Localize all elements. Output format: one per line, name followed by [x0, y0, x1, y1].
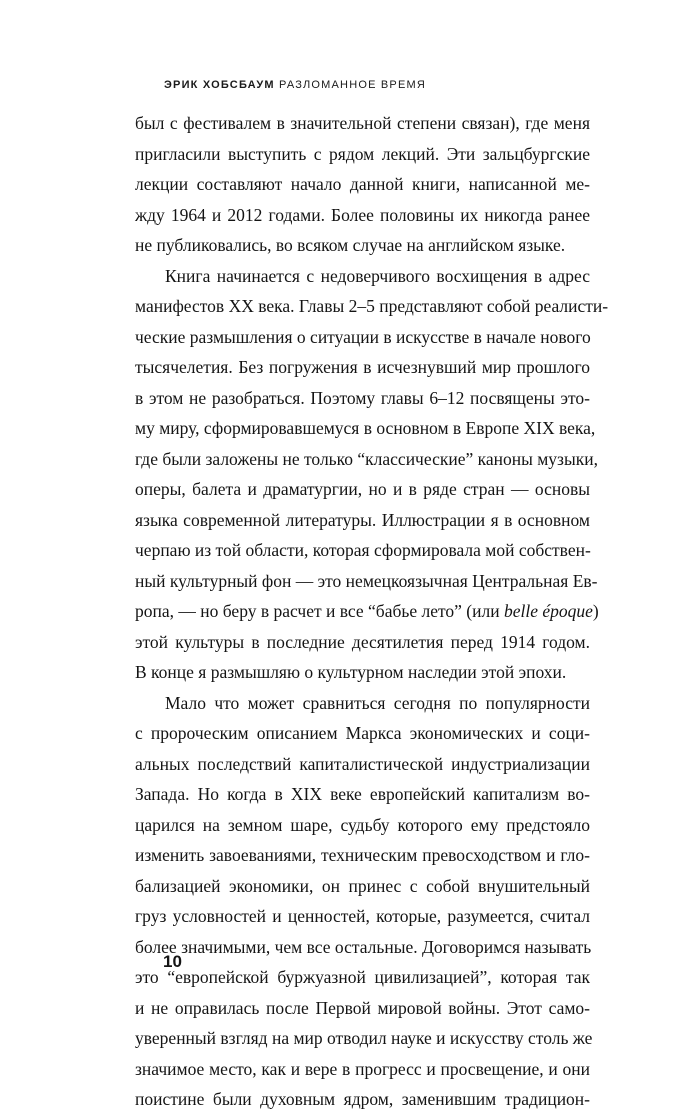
text-line-with-italic	[135, 596, 599, 627]
text-line: в этом не разобраться. Поэтому главы 6–12 посвящены это-	[135, 387, 590, 408]
body-text	[135, 108, 609, 1115]
text-line: оперы, балета и драматургии, но и в ряде стран — основы	[135, 479, 590, 499]
running-header	[164, 79, 426, 91]
text-line: этой культуры в последние десятилетия перед 1914 годом.	[135, 631, 590, 652]
text-line: В конце я размышляю о культурном наследии этой эпохи.	[135, 662, 567, 682]
text-line: бализацией экономики, он принес с собой внушительный	[135, 875, 590, 896]
text-line: Мало что может сравниться сегодня по популярности	[165, 692, 590, 713]
text-line: изменить завоеваниями, техническим превосходством и гло-	[135, 845, 590, 865]
text-segment: ропа, — но беру в расчет и все “бабье лето” (или	[135, 601, 504, 621]
header-author: ЭРИК ХОБСБАУМ	[164, 79, 275, 91]
text-line: тысячелетия. Без погружения в исчезнувший мир прошлого	[135, 357, 590, 377]
text-line: и не оправилась после Первой мировой войны. Этот само-	[135, 997, 590, 1018]
text-line: пригласили выступить с рядом лекций. Эти зальцбургские	[135, 143, 590, 164]
text-line: лекции составляют начало данной книги, написанной ме-	[135, 174, 590, 194]
text-segment: )	[592, 601, 599, 621]
text-line: манифестов XX века. Главы 2–5 представляют собой реалисти-	[135, 296, 609, 316]
page-number: 10	[163, 952, 182, 971]
text-line: Книга начинается с недоверчивого восхищения в адрес	[165, 265, 590, 286]
text-line: поистине были духовным ядром, заменившим традицион-	[135, 1089, 590, 1109]
text-line: был с фестивалем в значительной степени связан), где меня	[135, 113, 590, 133]
text-line: уверенный взгляд на мир отводил науке и искусству столь же	[135, 1028, 593, 1048]
text-line: где были заложены не только “классические” каноны музыки,	[135, 448, 598, 469]
text-line: более значимыми, чем все остальные. Договоримся называть	[135, 936, 592, 957]
text-line: Запада. Но когда в XIX веке европейский капитализм во-	[135, 784, 590, 804]
text-line: ный культурный фон — это немецкоязычная Центральная Ев-	[135, 570, 598, 591]
text-line: груз условностей и ценностей, которые, разумеется, считал	[135, 906, 590, 926]
text-line: ческие размышления о ситуации в искусстве в начале нового	[135, 326, 591, 347]
text-line: не публиковались, во всяком случае на английском языке.	[135, 235, 566, 255]
text-line: царился на земном шаре, судьбу которого ему предстояло	[135, 814, 590, 835]
text-line: черпаю из той области, которая сформировала мой собствен-	[135, 540, 591, 560]
text-line: с пророческим описанием Маркса экономических и соци-	[135, 723, 590, 743]
text-line: жду 1964 и 2012 годами. Более половины их никогда ранее	[135, 204, 590, 225]
text-line: языка современной литературы. Иллюстрации я в основном	[135, 509, 590, 530]
text-line: альных последствий капиталистической индустриализации	[135, 753, 590, 774]
text-line: значимое место, как и вере в прогресс и просвещение, и они	[135, 1058, 590, 1079]
text-line: это “европейской буржуазной цивилизацией”, которая так	[135, 967, 590, 987]
italic-phrase: belle époque	[503, 601, 593, 621]
text-line: му миру, сформировавшемуся в основном в Европе XIX века,	[135, 418, 596, 438]
header-book-title: РАЗЛОМАННОЕ ВРЕМЯ	[279, 79, 427, 91]
